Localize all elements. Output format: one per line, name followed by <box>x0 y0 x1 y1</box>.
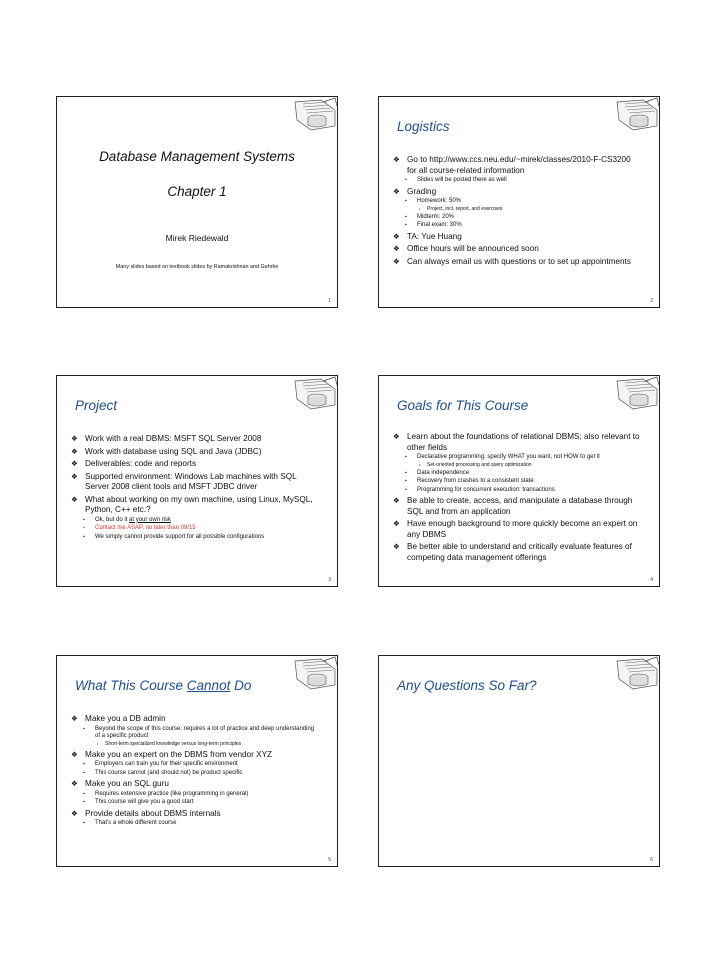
diamond-bullet-icon: ❖ <box>393 155 400 164</box>
diamond-bullet-icon: ❖ <box>71 459 78 468</box>
list-item: ▪ We simply cannot provide support for all possible configurations <box>83 533 265 540</box>
slide-title: Project <box>75 398 118 413</box>
square-bullet-icon: ▪ <box>405 454 407 460</box>
list-item: ▪ Ok, but do it at your own risk <box>83 516 172 523</box>
database-sketch-icon <box>291 96 339 132</box>
square-bullet-icon: ▪ <box>83 820 85 827</box>
square-bullet-icon: ▪ <box>405 486 407 493</box>
square-bullet-icon: ▪ <box>405 478 407 485</box>
square-bullet-icon: ▪ <box>83 516 85 523</box>
list-item: ❖ What about working on my own machine, using Linux, MySQL, Python, C++ etc.? <box>71 494 313 514</box>
database-sketch-icon <box>613 655 661 691</box>
slide-2 <box>378 96 660 308</box>
diamond-bullet-icon: ❖ <box>393 256 400 266</box>
list-item: ❖ Provide details about DBMS internals <box>71 808 221 818</box>
slide-5 <box>56 655 338 867</box>
dot-bullet-icon: • <box>419 206 421 212</box>
square-bullet-icon: ▪ <box>405 213 407 220</box>
diamond-bullet-icon: ❖ <box>393 519 400 529</box>
list-item: ❖ Be better able to understand and critically evaluate features of competing data management offerings <box>393 542 632 562</box>
slide-number: 5 <box>328 857 331 863</box>
list-item: ❖ Go to http://www.ccs.neu.edu/~mirek/classes/2010-F-CS3200 for all course-related information <box>393 155 631 175</box>
slide-3 <box>56 375 338 587</box>
slide-title: Goals for This Course <box>397 398 529 413</box>
list-item: ▪ Homework: 50% <box>405 198 462 205</box>
list-item: • Set-oriented processing and query optimization <box>419 462 532 469</box>
list-item: ▪ That's a whole different course <box>83 820 177 827</box>
slide-number: 3 <box>328 577 331 583</box>
diamond-bullet-icon: ❖ <box>71 714 78 723</box>
list-item: • Project, incl. report, and exercises <box>419 206 503 213</box>
list-item: ❖ Learn about the foundations of relational DBMS; also relevant to other fields <box>393 432 640 452</box>
slide-title: Database Management Systems <box>99 149 295 164</box>
database-sketch-icon <box>291 375 339 411</box>
diamond-bullet-icon: ❖ <box>71 779 78 789</box>
diamond-bullet-icon: ❖ <box>393 231 400 241</box>
list-item: ▪ Requires extensive practice (like programming in general) <box>83 790 249 797</box>
database-sketch-icon <box>291 655 339 691</box>
diamond-bullet-icon: ❖ <box>71 494 78 504</box>
diamond-bullet-icon: ❖ <box>71 749 78 759</box>
square-bullet-icon: ▪ <box>83 790 85 797</box>
list-item: ▪ Employers can train you for their specific environment <box>83 761 238 768</box>
diamond-bullet-icon: ❖ <box>71 446 78 456</box>
list-item: ▪ Recovery from crashes to a consistent state <box>405 478 534 485</box>
diamond-bullet-icon: ❖ <box>393 244 400 254</box>
list-item: ❖ Office hours will be announced soon <box>393 244 539 254</box>
author-name: Mirek Riedewald <box>165 233 229 243</box>
square-bullet-icon: ▪ <box>405 469 407 476</box>
list-item: ▪ Data independence <box>405 469 470 476</box>
slide-title: Logistics <box>397 119 450 134</box>
list-item: ❖ Deliverables: code and reports <box>71 459 197 468</box>
square-bullet-icon: ▪ <box>83 799 85 806</box>
square-bullet-icon: ▪ <box>83 761 85 768</box>
bullet-list <box>71 432 319 541</box>
list-item: ▪ This course cannot (and should not) be product specific <box>83 769 243 776</box>
database-sketch-icon <box>613 96 661 132</box>
list-item: ❖ Can always email us with questions or to set up appointments <box>393 256 631 266</box>
square-bullet-icon: ▪ <box>405 177 407 183</box>
square-bullet-icon: ▪ <box>83 769 85 776</box>
list-item: ▪ Beyond the scope of this course: requires a lot of practice and deep understanding of a specific product <box>83 725 315 740</box>
diamond-bullet-icon: ❖ <box>71 471 78 481</box>
diamond-bullet-icon: ❖ <box>393 186 400 196</box>
list-item: ▪ Final exam: 30% <box>405 222 462 229</box>
list-item: ▪ Declarative programming: specify WHAT you want, not HOW to get it <box>405 454 600 460</box>
slide-number: 1 <box>328 298 331 304</box>
slide-1 <box>56 96 338 308</box>
list-item: ▪ Slides will be posted there as well <box>405 177 507 183</box>
list-item: ❖ Work with database using SQL and Java (JDBC) <box>71 446 262 456</box>
credit-note: Many slides based on textbook slides by Ramakrishnan and Gehrke <box>115 264 279 270</box>
database-sketch-icon <box>613 375 661 411</box>
square-bullet-icon: ▪ <box>405 222 407 229</box>
diamond-bullet-icon: ❖ <box>71 434 78 443</box>
list-item: ▪ Midterm: 20% <box>405 213 455 220</box>
list-item: ❖ Grading <box>393 186 437 196</box>
bullet-list <box>393 430 641 563</box>
list-item: ❖ Be able to create, access, and manipulate a database through SQL and from an application <box>393 496 633 516</box>
diamond-bullet-icon: ❖ <box>393 432 400 441</box>
list-item: ❖ Have enough background to more quickly become an expert on any DBMS <box>393 519 638 539</box>
list-item: ❖ Make you an SQL guru <box>71 779 169 789</box>
square-bullet-icon: ▪ <box>83 725 85 732</box>
list-item: ❖ Work with a real DBMS: MSFT SQL Server 2008 <box>71 434 262 443</box>
dot-bullet-icon: • <box>97 741 99 747</box>
square-bullet-icon: ▪ <box>405 198 407 205</box>
list-item: ▪ Contact me ASAP, no later than 09/15 <box>83 525 196 532</box>
diamond-bullet-icon: ❖ <box>393 542 400 552</box>
list-item: • Short-term specialized knowledge versus long-term principles <box>97 741 242 748</box>
list-item: ❖ Supported environment: Windows Lab machines with SQL Server 2008 client tools and MSFT JDBC driver <box>71 471 297 491</box>
dot-bullet-icon: • <box>419 462 421 468</box>
slide-number: 6 <box>650 857 653 863</box>
slide-title: Any Questions So Far? <box>397 678 537 693</box>
slide-number: 2 <box>650 298 653 304</box>
slide-4 <box>378 375 660 587</box>
bullet-list <box>71 712 319 828</box>
list-item: ❖ TA: Yue Huang <box>393 231 462 241</box>
slide-title: What This Course Cannot Do <box>75 678 252 693</box>
list-item: ❖ Make you a DB admin <box>71 714 166 723</box>
square-bullet-icon: ▪ <box>83 525 85 532</box>
list-item: ❖ Make you an expert on the DBMS from vendor XYZ <box>71 749 273 759</box>
slide-6 <box>378 655 660 867</box>
diamond-bullet-icon: ❖ <box>393 496 400 506</box>
list-item: ▪ This course will give you a good start <box>83 799 194 806</box>
list-item: ▪ Programming for concurrent execution: transactions <box>405 486 555 493</box>
slide-subtitle: Chapter 1 <box>167 184 227 199</box>
slide-number: 4 <box>650 577 653 583</box>
square-bullet-icon: ▪ <box>83 533 85 540</box>
bullet-list <box>393 153 641 267</box>
diamond-bullet-icon: ❖ <box>71 808 78 818</box>
